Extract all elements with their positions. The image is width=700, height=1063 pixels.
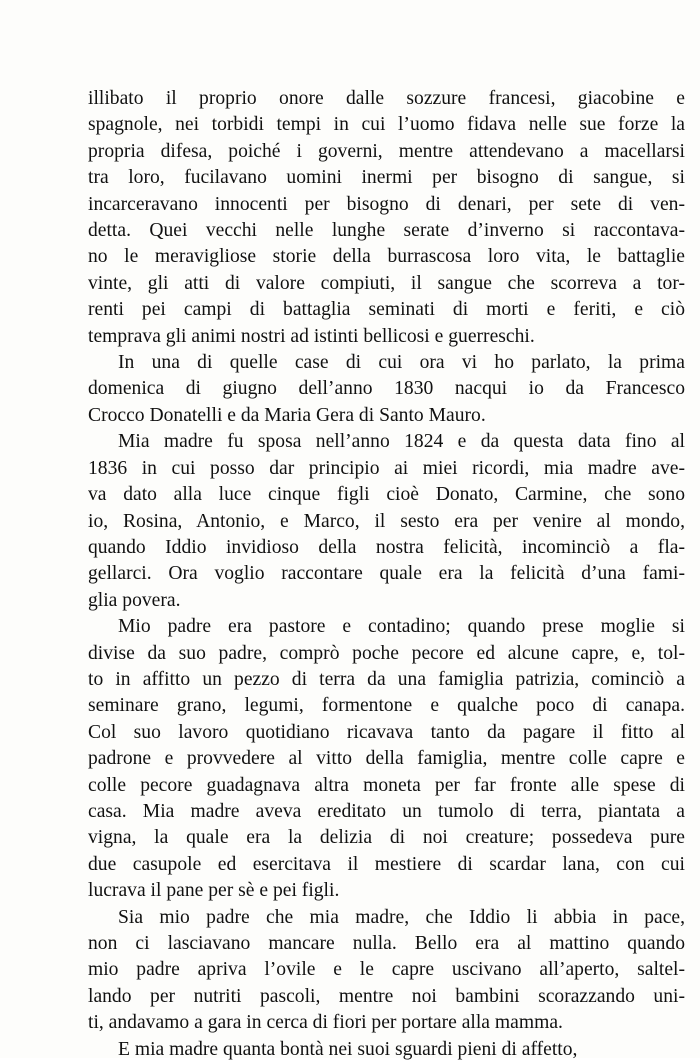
text-line: detta. Quei vecchi nelle lunghe serate d’inverno si raccontava-	[88, 220, 685, 242]
text-line: Sia mio padre che mia madre, che Iddio li abbia in pace,	[118, 906, 685, 928]
text-line: temprava gli animi nostri ad istinti bellicosi e guerreschi.	[88, 325, 535, 347]
text-line: quando Iddio invidioso della nostra felicità, incominciò a fla-	[88, 536, 685, 558]
text-line: due casupole ed esercitava il mestiere di scardar lana, con cui	[88, 853, 685, 875]
text-line: incarceravano innocenti per bisogno di denari, per sete di ven-	[88, 193, 685, 215]
text-line: lando per nutriti pascoli, mentre noi bambini scorazzando uni-	[88, 985, 685, 1007]
text-line: to in affitto un pezzo di terra da una famiglia patrizia, cominciò a	[88, 668, 685, 690]
text-line: va dato alla luce cinque figli cioè Donato, Carmine, che sono	[88, 484, 685, 506]
text-line: casa. Mia madre aveva ereditato un tumolo di terra, piantata a	[88, 800, 685, 822]
text-line: 1836 in cui posso dar principio ai miei ricordi, mia madre ave-	[88, 457, 685, 479]
text-line: tra loro, fucilavano uomini inermi per bisogno di sangue, si	[88, 167, 685, 189]
text-line: non ci lasciavano mancare nulla. Bello era al mattino quando	[88, 933, 685, 954]
paragraph	[88, 350, 685, 429]
text-line: propria difesa, poiché i governi, mentre attendevano a macellarsi	[88, 140, 685, 162]
text-line: glia povera.	[88, 589, 181, 611]
text-line: spagnole, nei torbidi tempi in cui l’uomo fidava nelle sue forze la	[88, 114, 685, 136]
body-text	[88, 86, 685, 1063]
paragraph	[88, 1037, 685, 1063]
text-line: Crocco Donatelli e da Maria Gera di Santo Mauro.	[88, 404, 486, 426]
text-line: In una di quelle case di cui ora vi ho parlato, la prima	[118, 352, 685, 374]
text-line: domenica di giugno dell’anno 1830 nacqui io da Francesco	[88, 378, 685, 400]
text-line: ti, andavamo a gara in cerca di fiori per portare alla mamma.	[88, 1012, 563, 1034]
paragraph	[88, 614, 685, 904]
text-line: io, Rosina, Antonio, e Marco, il sesto era per venire al mondo,	[88, 510, 685, 532]
text-line: lucrava il pane per sè e pei figli.	[88, 880, 340, 902]
text-line: mio padre apriva l’ovile e le capre uscivano all’aperto, saltel-	[88, 959, 685, 981]
paragraph	[88, 905, 685, 1037]
text-line: E mia madre quanta bontà nei suoi sguardi pieni di affetto,	[118, 1038, 578, 1060]
text-line: seminare grano, legumi, formentone e qualche poco di canapa.	[88, 695, 685, 717]
text-line: padrone e provvedere al vitto della famiglia, mentre colle capre e	[88, 748, 685, 770]
paragraph	[88, 86, 685, 350]
text-line: gellarci. Ora voglio raccontare quale era la felicità d’una fami-	[88, 563, 685, 585]
text-line: no le meravigliose storie della burrascosa loro vita, le battaglie	[88, 246, 685, 268]
text-line: vigna, la quale era la delizia di noi creature; possedeva pure	[88, 827, 685, 849]
text-line: Mio padre era pastore e contadino; quando prese moglie si	[118, 616, 685, 638]
text-line: Col suo lavoro quotidiano ricavava tanto da pagare il fitto al	[88, 721, 685, 743]
text-line: divise da suo padre, comprò poche pecore ed alcune capre, e, tol-	[88, 642, 685, 664]
text-line: Mia madre fu sposa nell’anno 1824 e da questa data fino al	[118, 431, 685, 453]
text-line: renti pei campi di battaglia seminati di morti e feriti, e ciò	[88, 299, 685, 321]
text-line: colle pecore guadagnava altra moneta per far fronte alle spese di	[88, 774, 685, 796]
paragraph	[88, 429, 685, 614]
text-line: illibato il proprio onore dalle sozzure francesi, giacobine e	[88, 88, 685, 109]
text-line: vinte, gli atti di valore compiuti, il sangue che scorreva a tor-	[88, 272, 685, 294]
